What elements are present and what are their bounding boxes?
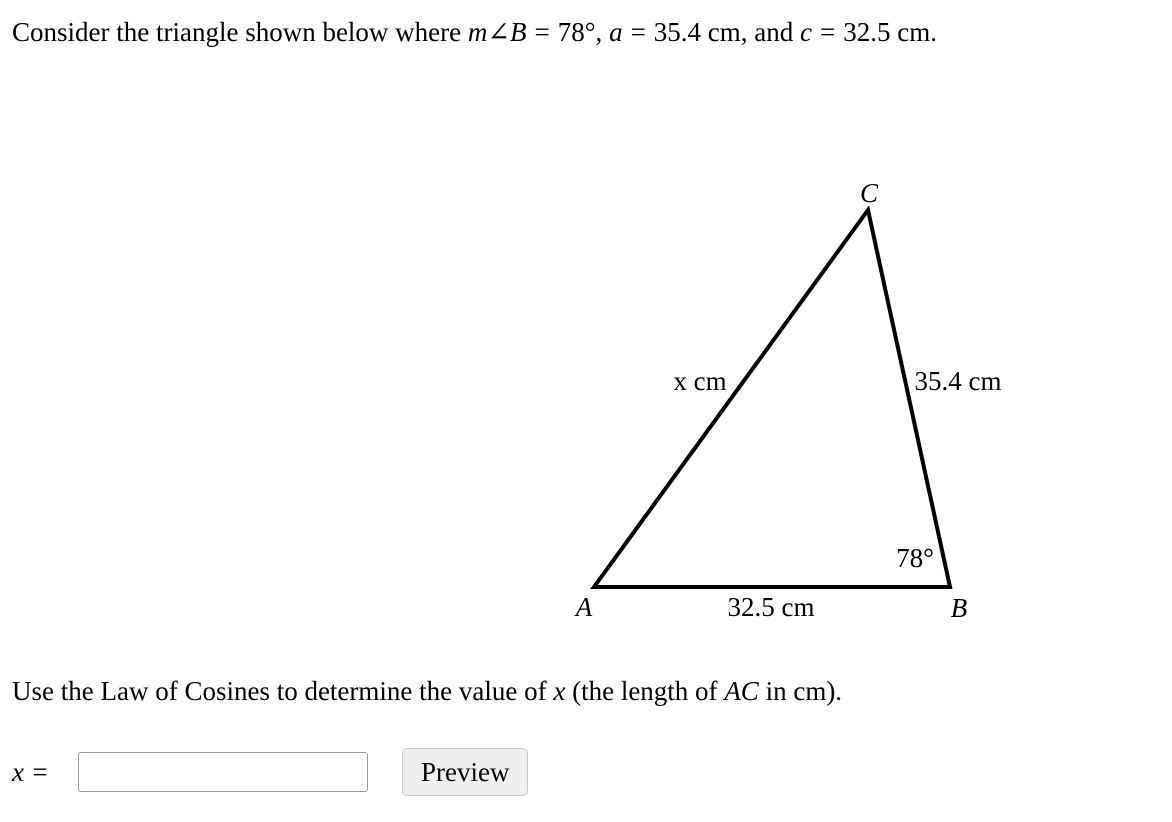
- side-a-variable: a: [609, 17, 623, 47]
- answer-row: [12, 748, 528, 796]
- instruction-middle: (the length of: [572, 676, 718, 706]
- instruction-end: in cm).: [765, 676, 843, 706]
- equals-sign: =: [630, 17, 646, 47]
- segment-ac-label: AC: [724, 676, 759, 706]
- answer-input[interactable]: [78, 752, 368, 792]
- triangle-outline: [594, 210, 950, 587]
- instruction-variable: x: [553, 676, 566, 706]
- side-c-value: 32.5 cm.: [843, 17, 937, 47]
- answer-label: x =: [12, 756, 49, 787]
- side-bc-label: 35.4 cm: [914, 366, 1002, 396]
- angle-b-value: 78°,: [557, 17, 603, 47]
- angle-b-label: 78°: [896, 543, 934, 573]
- side-ab-label: 32.5 cm: [727, 592, 815, 622]
- and-text: and: [754, 17, 794, 47]
- preview-button[interactable]: Preview: [402, 748, 528, 796]
- angle-b-variable: m∠B: [467, 17, 527, 47]
- vertex-c-label: C: [859, 178, 879, 208]
- vertex-a-label: A: [575, 592, 593, 622]
- side-a-value: 35.4 cm,: [653, 17, 748, 47]
- instruction-start: Use the Law of Cosines to determine the value of: [12, 676, 547, 706]
- problem-intro: Consider the triangle shown below where: [12, 17, 462, 47]
- instruction-text: [12, 673, 842, 709]
- equals-sign: =: [820, 17, 836, 47]
- vertex-b-label: B: [950, 593, 968, 623]
- equals-sign: =: [534, 17, 550, 47]
- side-c-variable: c: [800, 17, 813, 47]
- side-ac-label: x cm: [673, 366, 727, 396]
